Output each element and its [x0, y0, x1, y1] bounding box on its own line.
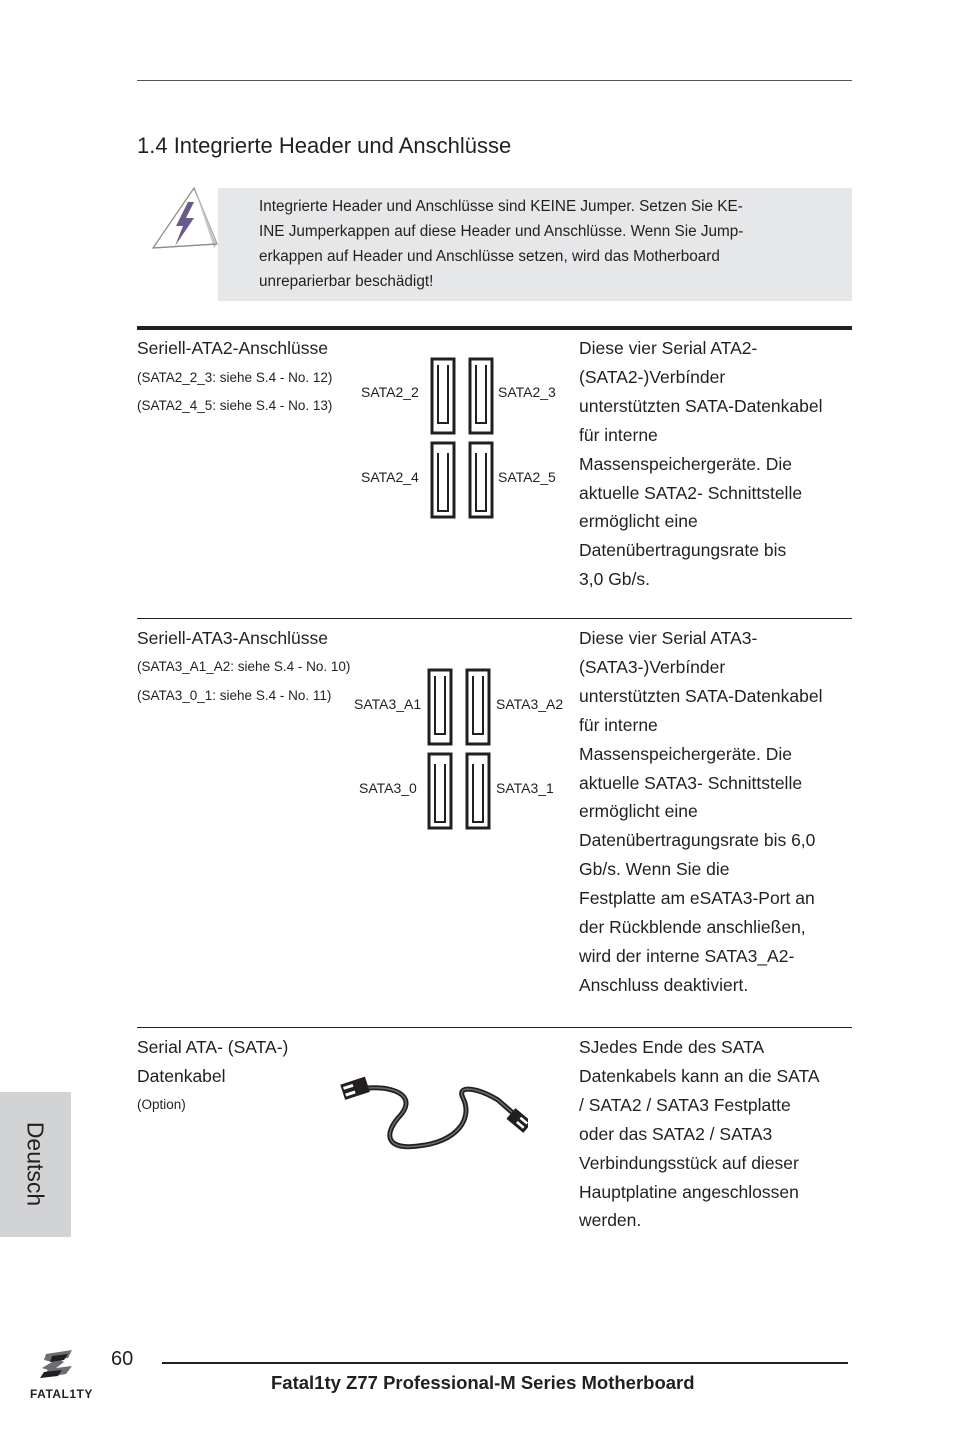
- description-line: Massenspeichergeräte. Die: [579, 743, 793, 764]
- description-line: / SATA2 / SATA3 Festplatte: [579, 1094, 791, 1115]
- section-title: 1.4 Integrierte Header und Anschlüsse: [137, 133, 512, 158]
- description-line: wird der interne SATA3_A2-: [579, 945, 795, 966]
- fatal1ty-logo-text: FATAL1TY: [30, 1387, 93, 1401]
- description-line: aktuelle SATA2- Schnittstelle: [579, 482, 803, 503]
- description-line: Diese vier Serial ATA2-: [579, 338, 758, 358]
- warning-line: INE Jumperkappen auf diese Header und Anschlüsse. Wenn Sie Jump-: [259, 223, 744, 240]
- cable-title: Serial ATA- (SATA-): [137, 1037, 289, 1057]
- description-line: ermöglicht eine: [579, 801, 698, 822]
- sata3-note: (SATA3_A1_A2: siehe S.4 - No. 10): [137, 659, 351, 674]
- description-line: für interne: [579, 714, 658, 735]
- warning-lightning-icon: [150, 186, 220, 252]
- description-line: unterstützten SATA-Datenkabel: [579, 395, 823, 416]
- item-divider: [137, 618, 852, 619]
- cable-title: Datenkabel: [137, 1066, 226, 1086]
- connector-label-sata3-a2: SATA3_A2: [496, 696, 564, 712]
- description-line: ermöglicht eine: [579, 511, 698, 532]
- item-divider: [137, 1027, 852, 1028]
- connector-label-sata2-5: SATA2_5: [498, 469, 556, 485]
- cable-note: (Option): [137, 1097, 186, 1112]
- description-line: Hauptplatine angeschlossen: [579, 1181, 799, 1202]
- sata2-note: (SATA2_2_3: siehe S.4 - No. 12): [137, 370, 333, 385]
- top-rule: [137, 80, 852, 81]
- footer-title: Fatal1ty Z77 Professional-M Series Motherboard: [271, 1372, 695, 1393]
- warning-line: Integrierte Header und Anschlüsse sind KEINE Jumper. Setzen Sie KE-: [259, 198, 743, 215]
- description-line: Datenübertragungsrate bis: [579, 540, 787, 561]
- sata3-note: (SATA3_0_1: siehe S.4 - No. 11): [137, 688, 332, 703]
- cable-description: [579, 1033, 854, 1235]
- description-line: für interne: [579, 424, 658, 445]
- section-divider: [137, 326, 852, 330]
- page-number: 60: [111, 1348, 134, 1370]
- description-line: Datenkabels kann an die SATA: [579, 1065, 820, 1086]
- connector-label-sata2-2: SATA2_2: [361, 384, 419, 400]
- description-line: werden.: [579, 1210, 642, 1231]
- description-line: oder das SATA2 / SATA3: [579, 1123, 773, 1144]
- connector-label-sata3-0: SATA3_0: [359, 780, 417, 796]
- connector-label-sata3-a1: SATA3_A1: [354, 696, 422, 712]
- description-line: (SATA2-)Verbínder: [579, 366, 726, 387]
- sata2-connector-diagram: [430, 357, 494, 519]
- warning-line: erkappen auf Header und Anschlüsse setzen, wird das Motherboard: [259, 248, 720, 265]
- description-line: Diese vier Serial ATA3-: [579, 628, 758, 648]
- sata3-description: [579, 624, 854, 1000]
- sata2-note: (SATA2_4_5: siehe S.4 - No. 13): [137, 398, 333, 413]
- description-line: Gb/s. Wenn Sie die: [579, 859, 730, 880]
- warning-line: unreparierbar beschädigt!: [259, 273, 434, 290]
- description-line: Festplatte am eSATA3-Port an: [579, 888, 815, 909]
- sata3-connector-diagram: [427, 668, 491, 830]
- description-line: (SATA3-)Verbínder: [579, 656, 726, 677]
- description-line: unterstützten SATA-Datenkabel: [579, 685, 823, 706]
- connector-label-sata3-1: SATA3_1: [496, 780, 554, 796]
- connector-label-sata2-4: SATA2_4: [361, 469, 419, 485]
- footer-rule: [162, 1362, 848, 1364]
- description-line: Anschluss deaktiviert.: [579, 974, 749, 995]
- warning-text: [259, 194, 797, 294]
- description-line: der Rückblende anschließen,: [579, 917, 806, 938]
- connector-label-sata2-3: SATA2_3: [498, 384, 556, 400]
- language-tab: [0, 1092, 71, 1237]
- language-tab-label: Deutsch: [22, 1121, 49, 1207]
- description-line: aktuelle SATA3- Schnittstelle: [579, 772, 803, 793]
- sata2-title: Seriell-ATA2-Anschlüsse: [137, 338, 328, 358]
- description-line: Datenübertragungsrate bis 6,0: [579, 830, 816, 851]
- sata3-title: Seriell-ATA3-Anschlüsse: [137, 628, 328, 648]
- description-line: SJedes Ende des SATA: [579, 1037, 765, 1057]
- sata-cable-icon: [338, 1058, 528, 1154]
- description-line: Massenspeichergeräte. Die: [579, 453, 793, 474]
- description-line: Verbindungsstück auf dieser: [579, 1152, 799, 1173]
- description-line: 3,0 Gb/s.: [579, 569, 651, 590]
- sata2-description: [579, 334, 854, 594]
